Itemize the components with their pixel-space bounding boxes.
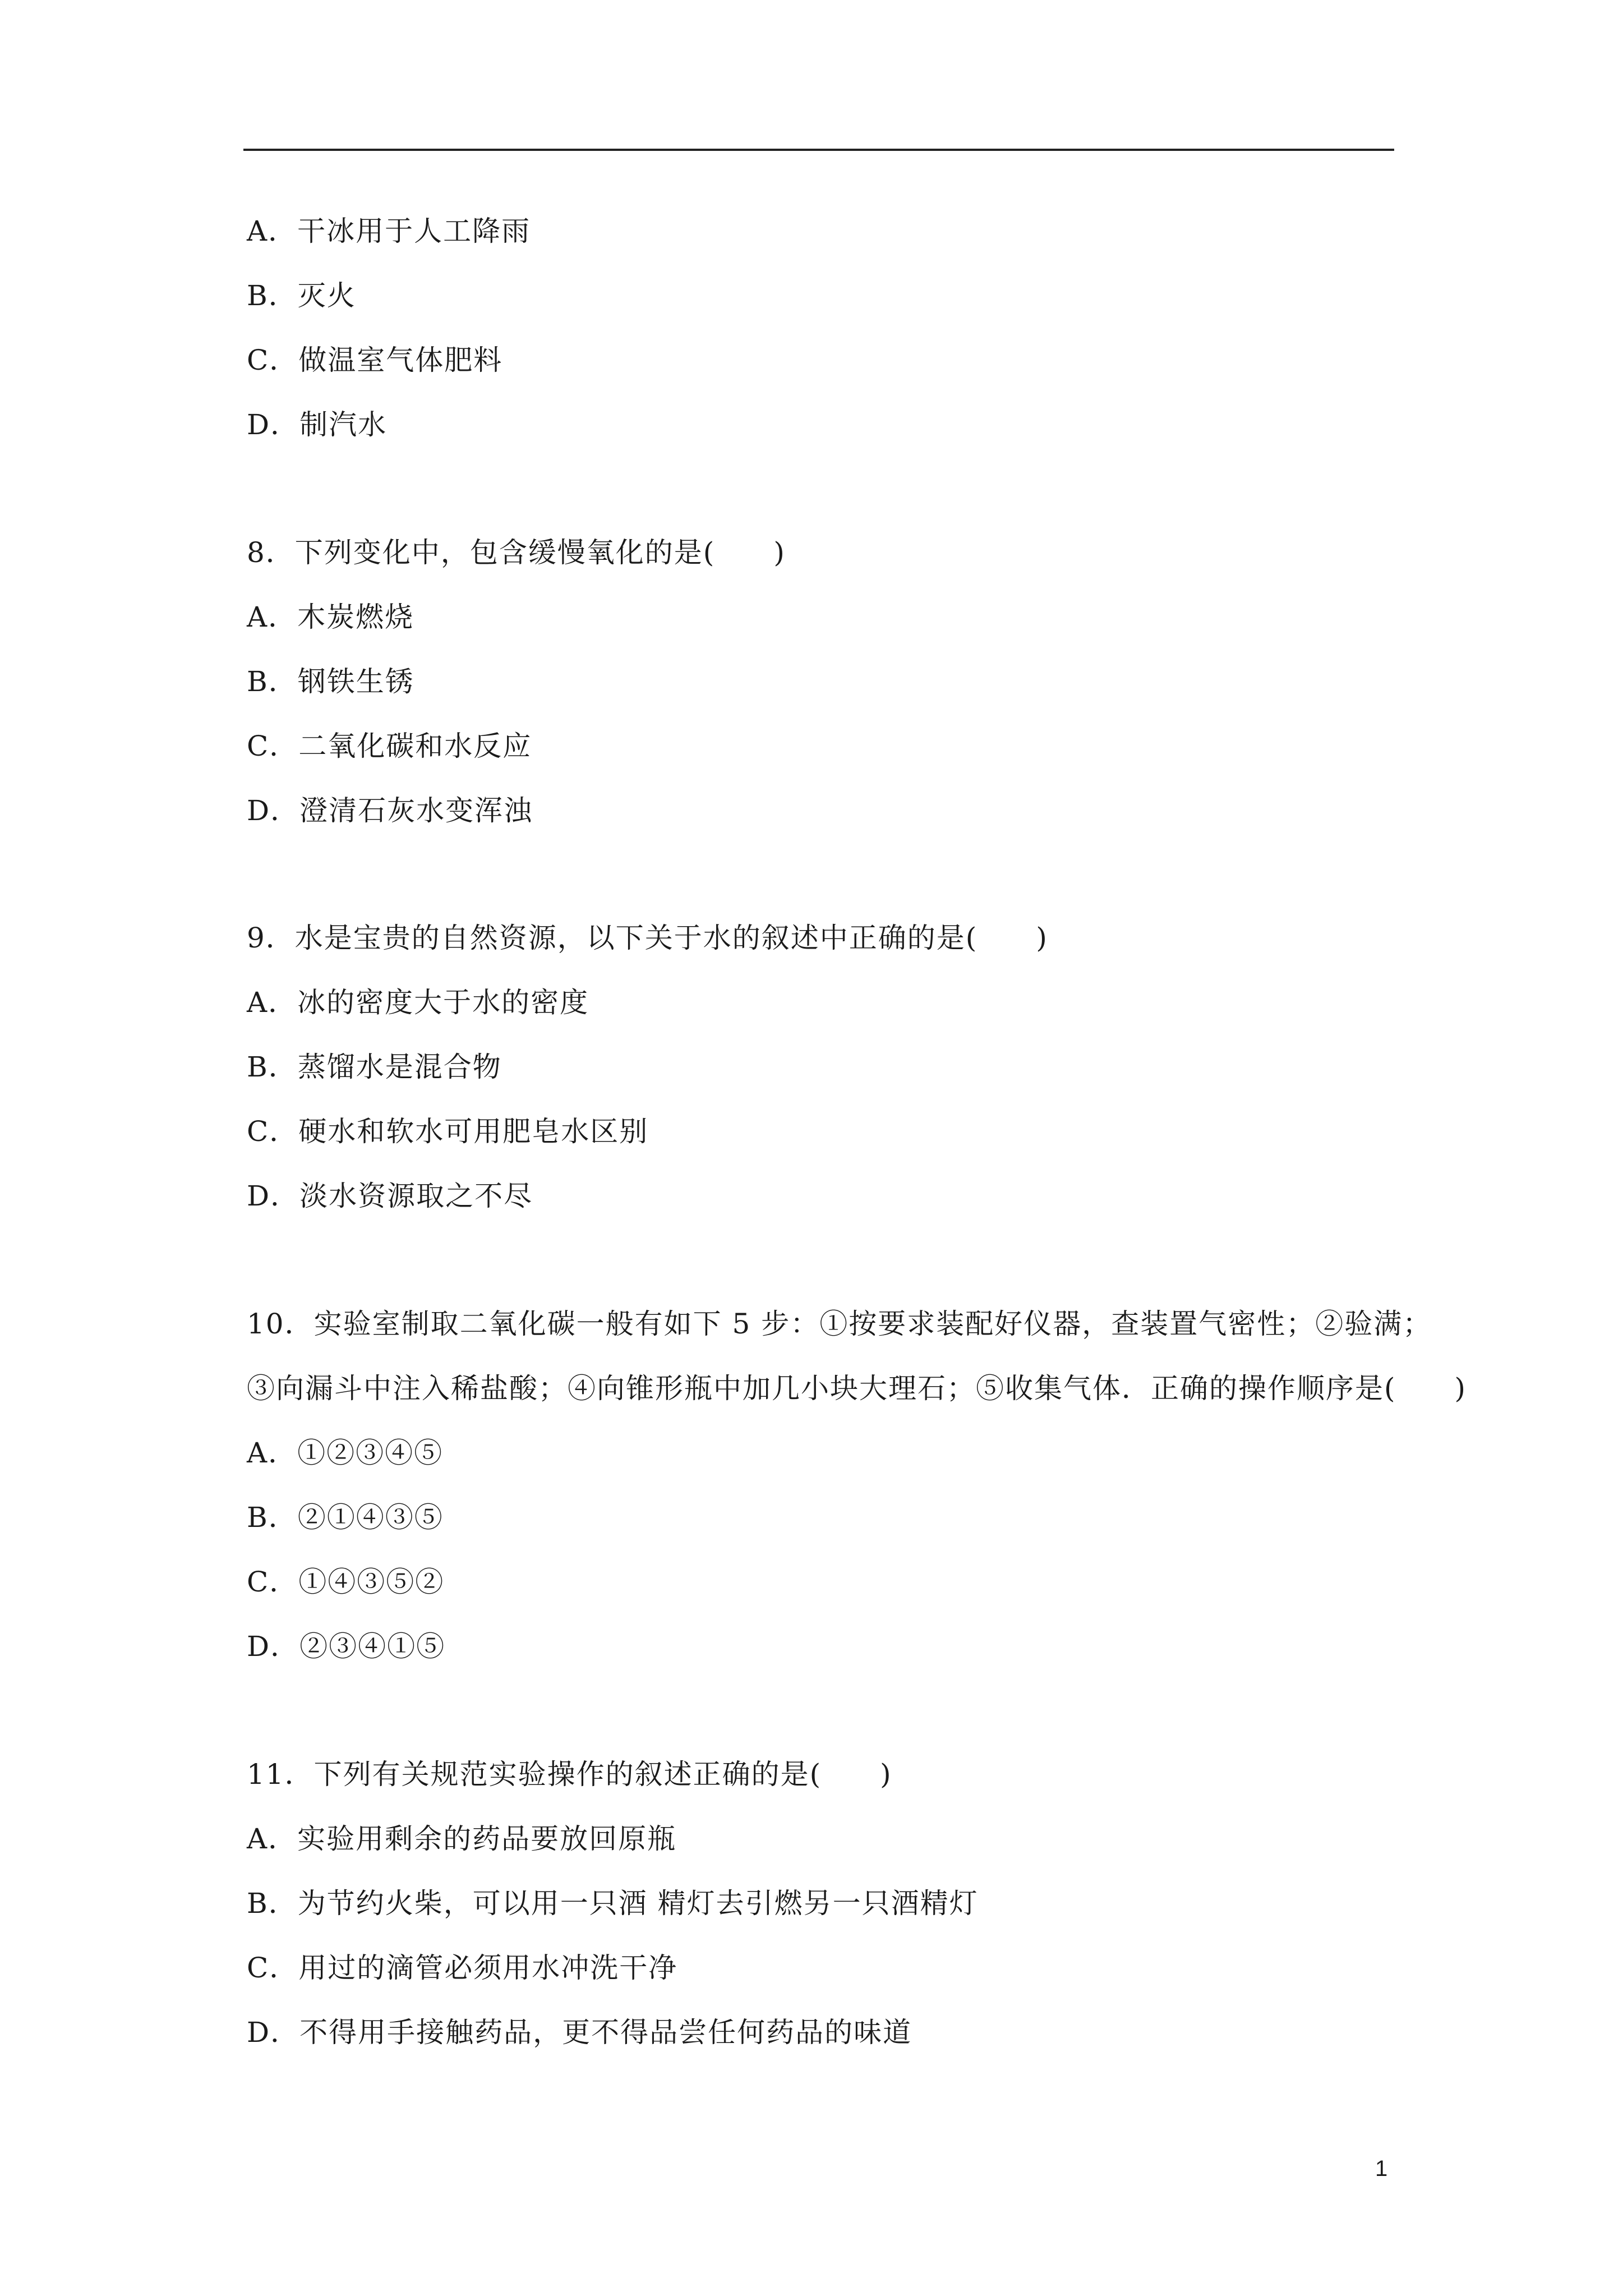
q8-option-d: D．澄清石灰水变浑浊 xyxy=(247,794,533,827)
q9-option-c: C．硬水和软水可用肥皂水区别 xyxy=(247,1115,649,1148)
q8-option-b: B．钢铁生锈 xyxy=(247,665,414,698)
q11-stem: 11．下列有关规范实验操作的叙述正确的是( ) xyxy=(247,1758,892,1791)
q11-option-d: D．不得用手接触药品，更不得品尝任何药品的味道 xyxy=(247,2016,912,2049)
q8-option-a: A．木炭燃烧 xyxy=(247,601,414,633)
q7-option-a: A．干冰用于人工降雨 xyxy=(247,215,531,247)
q11-option-c: C．用过的滴管必须用水冲洗干净 xyxy=(247,1952,678,1984)
q10-stem-line1: 10．实验室制取二氧化碳一般有如下 5 步：①按要求装配好仪器，查装置气密性；②验满； xyxy=(247,1308,1432,1340)
q9-option-a: A．冰的密度大于水的密度 xyxy=(247,986,589,1019)
q11-option-b: B．为节约火柴，可以用一只酒 精灯去引燃另一只酒精灯 xyxy=(247,1887,979,1920)
q8-stem: 8．下列变化中，包含缓慢氧化的是( ) xyxy=(247,536,786,569)
q11-option-a: A．实验用剩余的药品要放回原瓶 xyxy=(247,1823,677,1855)
q7-option-b: B．灭火 xyxy=(247,279,356,312)
q9-stem: 9．水是宝贵的自然资源，以下关于水的叙述中正确的是( ) xyxy=(247,922,1048,954)
q10-option-c: C．①④③⑤② xyxy=(247,1566,445,1598)
page-number: 1 xyxy=(1375,2156,1388,2181)
header-rule xyxy=(243,149,1394,151)
q7-option-c: C．做温室气体肥料 xyxy=(247,344,503,376)
q8-option-c: C．二氧化碳和水反应 xyxy=(247,730,532,762)
q10-option-b: B．②①④③⑤ xyxy=(247,1501,444,1534)
q10-stem-line2: ③向漏斗中注入稀盐酸；④向锥形瓶中加几小块大理石；⑤收集气体．正确的操作顺序是( ) xyxy=(247,1372,1467,1405)
q9-option-d: D．淡水资源取之不尽 xyxy=(247,1180,533,1212)
q10-option-d: D．②③④①⑤ xyxy=(247,1630,446,1663)
q10-option-a: A．①②③④⑤ xyxy=(247,1437,444,1469)
q9-option-b: B．蒸馏水是混合物 xyxy=(247,1051,502,1083)
q7-option-d: D．制汽水 xyxy=(247,408,388,441)
